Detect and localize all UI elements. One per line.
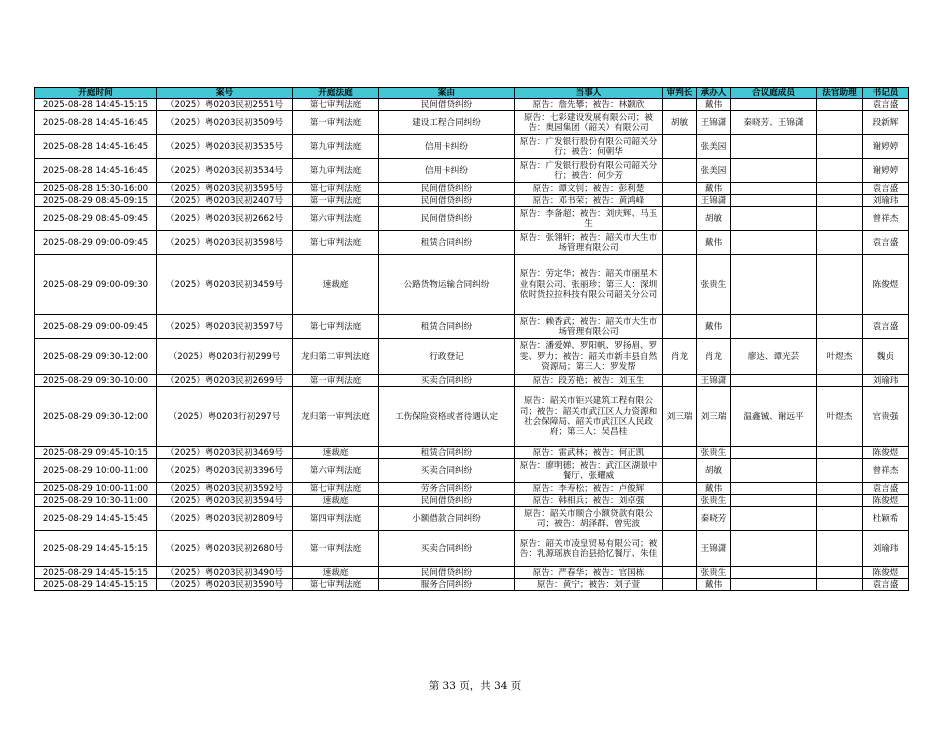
header-row — [35, 88, 909, 99]
cell-time: 2025-08-28 14:45-15:15 — [35, 99, 157, 111]
table-row — [35, 567, 909, 579]
header-cause: 案由 — [379, 88, 515, 99]
cell-clerk: 袁言盛 — [863, 231, 909, 255]
cell-clerk: 谢婷婷 — [863, 159, 909, 183]
table-row — [35, 375, 909, 387]
cell-time: 2025-08-28 14:45-16:45 — [35, 135, 157, 159]
table-row — [35, 579, 909, 591]
cell-case-no: （2025）粤0203民初3597号 — [157, 315, 293, 339]
cell-judge-assistant: 叶煜杰 — [817, 339, 863, 375]
cell-chief-judge — [663, 159, 697, 183]
table-row — [35, 111, 909, 135]
cell-clerk: 官贵强 — [863, 387, 909, 447]
cell-chief-judge — [663, 483, 697, 495]
cell-cause: 服务合同纠纷 — [379, 579, 515, 591]
cell-case-no: （2025）粤0203民初3396号 — [157, 459, 293, 483]
cell-panel — [731, 207, 817, 231]
cell-handler: 张美园 — [697, 135, 731, 159]
cell-handler: 张贵生 — [697, 567, 731, 579]
header-parties: 当事人 — [515, 88, 663, 99]
cell-time: 2025-08-29 09:30-12:00 — [35, 387, 157, 447]
cell-court: 龙归第二审判法庭 — [293, 339, 379, 375]
cell-time: 2025-08-29 10:30-11:00 — [35, 495, 157, 507]
cell-clerk: 陈俊煜 — [863, 495, 909, 507]
cell-panel — [731, 495, 817, 507]
cell-panel: 温鑫铖、谢远平 — [731, 387, 817, 447]
cell-case-no: （2025）粤0203民初3534号 — [157, 159, 293, 183]
cell-case-no: （2025）粤0203行初299号 — [157, 339, 293, 375]
table-row — [35, 495, 909, 507]
table-row — [35, 507, 909, 531]
cell-judge-assistant — [817, 447, 863, 459]
cell-judge-assistant — [817, 159, 863, 183]
cell-court: 速裁庭 — [293, 255, 379, 315]
cell-judge-assistant: 叶煜杰 — [817, 387, 863, 447]
cell-chief-judge — [663, 531, 697, 567]
cell-case-no: （2025）粤0203民初3535号 — [157, 135, 293, 159]
table-row — [35, 531, 909, 567]
cell-cause: 工伤保险资格或者待遇认定 — [379, 387, 515, 447]
cell-clerk: 段新辉 — [863, 111, 909, 135]
cell-parties: 原告：廖明德；被告：武江区湖景中餐厅、张耀威 — [515, 459, 663, 483]
header-case-no: 案号 — [157, 88, 293, 99]
cell-cause: 信用卡纠纷 — [379, 159, 515, 183]
cell-court: 第一审判法庭 — [293, 375, 379, 387]
cell-judge-assistant — [817, 255, 863, 315]
cell-case-no: （2025）粤0203民初3459号 — [157, 255, 293, 315]
cell-judge-assistant — [817, 507, 863, 531]
cell-cause: 信用卡纠纷 — [379, 135, 515, 159]
cell-case-no: （2025）粤0203民初3469号 — [157, 447, 293, 459]
cell-handler: 肖龙 — [697, 339, 731, 375]
cell-time: 2025-08-29 14:45-15:45 — [35, 507, 157, 531]
table-row — [35, 315, 909, 339]
cell-handler: 王锦潇 — [697, 531, 731, 567]
table-row — [35, 459, 909, 483]
cell-court: 第六审判法庭 — [293, 207, 379, 231]
table-row — [35, 159, 909, 183]
cell-handler: 刘三瑞 — [697, 387, 731, 447]
cell-panel: 廖达、谭光芸 — [731, 339, 817, 375]
cell-panel — [731, 447, 817, 459]
cell-chief-judge: 刘三瑞 — [663, 387, 697, 447]
cell-judge-assistant — [817, 567, 863, 579]
cell-parties: 原告：谭文钊；被告：彭利楚 — [515, 183, 663, 195]
cell-cause: 租赁合同纠纷 — [379, 315, 515, 339]
cell-panel — [731, 375, 817, 387]
cell-cause: 公路货物运输合同纠纷 — [379, 255, 515, 315]
cell-time: 2025-08-29 09:00-09:30 — [35, 255, 157, 315]
cell-panel — [731, 579, 817, 591]
cell-panel — [731, 183, 817, 195]
cell-parties: 原告：邓书荣；被告：黄鸿峰 — [515, 195, 663, 207]
cell-panel — [731, 99, 817, 111]
cell-case-no: （2025）粤0203民初2551号 — [157, 99, 293, 111]
cell-panel — [731, 135, 817, 159]
cell-time: 2025-08-29 09:00-09:45 — [35, 231, 157, 255]
cell-parties: 原告：雷武林；被告：何正凯 — [515, 447, 663, 459]
cell-chief-judge — [663, 495, 697, 507]
cell-panel — [731, 483, 817, 495]
cell-handler: 戴伟 — [697, 99, 731, 111]
cell-case-no: （2025）粤0203民初3490号 — [157, 567, 293, 579]
cell-clerk: 刘瑜玮 — [863, 375, 909, 387]
cell-cause: 买卖合同纠纷 — [379, 531, 515, 567]
cell-parties: 原告：韩相兵；被告：刘卓强 — [515, 495, 663, 507]
cell-chief-judge — [663, 567, 697, 579]
cell-parties: 原告：赖香武；被告：韶关市大生市场管理有限公司 — [515, 315, 663, 339]
cell-case-no: （2025）粤0203民初3598号 — [157, 231, 293, 255]
cell-handler: 王锦潇 — [697, 195, 731, 207]
cell-court: 第七审判法庭 — [293, 231, 379, 255]
cell-judge-assistant — [817, 579, 863, 591]
cell-court: 第九审判法庭 — [293, 135, 379, 159]
cell-panel — [731, 567, 817, 579]
cell-chief-judge — [663, 579, 697, 591]
cell-chief-judge — [663, 99, 697, 111]
cell-clerk: 曾祥杰 — [863, 459, 909, 483]
cell-case-no: （2025）粤0203民初2680号 — [157, 531, 293, 567]
cell-clerk: 刘瑜玮 — [863, 531, 909, 567]
table-body — [35, 99, 909, 591]
cell-chief-judge — [663, 135, 697, 159]
cell-case-no: （2025）粤0203行初297号 — [157, 387, 293, 447]
cell-case-no: （2025）粤0203民初2407号 — [157, 195, 293, 207]
cell-case-no: （2025）粤0203民初2699号 — [157, 375, 293, 387]
cell-court: 速裁庭 — [293, 447, 379, 459]
table-row — [35, 195, 909, 207]
cell-cause: 民间借贷纠纷 — [379, 183, 515, 195]
cell-clerk: 陈俊煜 — [863, 255, 909, 315]
cell-time: 2025-08-29 08:45-09:15 — [35, 195, 157, 207]
cell-cause: 买卖合同纠纷 — [379, 375, 515, 387]
cell-cause: 小额借款合同纠纷 — [379, 507, 515, 531]
cell-handler: 戴伟 — [697, 579, 731, 591]
cell-time: 2025-08-29 14:45-15:15 — [35, 579, 157, 591]
table-row — [35, 387, 909, 447]
table-row — [35, 447, 909, 459]
cell-court: 速裁庭 — [293, 567, 379, 579]
cell-judge-assistant — [817, 315, 863, 339]
cell-cause: 民间借贷纠纷 — [379, 207, 515, 231]
cell-court: 第一审判法庭 — [293, 531, 379, 567]
table-row — [35, 483, 909, 495]
cell-chief-judge — [663, 315, 697, 339]
header-panel: 合议庭成员 — [731, 88, 817, 99]
cell-time: 2025-08-28 15:30-16:00 — [35, 183, 157, 195]
cell-panel — [731, 531, 817, 567]
cell-court: 第七审判法庭 — [293, 315, 379, 339]
cell-clerk: 袁言盛 — [863, 315, 909, 339]
cell-handler: 戴伟 — [697, 231, 731, 255]
cell-handler: 戴伟 — [697, 315, 731, 339]
cell-handler: 王锦潇 — [697, 111, 731, 135]
cell-case-no: （2025）粤0203民初3594号 — [157, 495, 293, 507]
cell-parties: 原告：张翎轩；被告：韶关市大生市场管理有限公司 — [515, 231, 663, 255]
cell-clerk: 杜颖希 — [863, 507, 909, 531]
cell-clerk: 袁言盛 — [863, 99, 909, 111]
cell-judge-assistant — [817, 459, 863, 483]
cell-time: 2025-08-29 10:00-11:00 — [35, 483, 157, 495]
cell-chief-judge — [663, 195, 697, 207]
cell-panel — [731, 255, 817, 315]
cell-panel — [731, 159, 817, 183]
cell-case-no: （2025）粤0203民初3509号 — [157, 111, 293, 135]
cell-judge-assistant — [817, 375, 863, 387]
header-court: 开庭法庭 — [293, 88, 379, 99]
table-row — [35, 339, 909, 375]
cell-court: 第七审判法庭 — [293, 99, 379, 111]
cell-panel: 秦晓芳、王锦潇 — [731, 111, 817, 135]
cell-time: 2025-08-29 14:45-15:15 — [35, 567, 157, 579]
table-row — [35, 135, 909, 159]
cell-judge-assistant — [817, 195, 863, 207]
cell-parties: 原告：七彩建设发展有限公司；被告：奥园集团（韶关）有限公司 — [515, 111, 663, 135]
cell-cause: 民间借贷纠纷 — [379, 99, 515, 111]
cell-cause: 行政登记 — [379, 339, 515, 375]
cell-chief-judge — [663, 183, 697, 195]
cell-case-no: （2025）粤0203民初2809号 — [157, 507, 293, 531]
cell-panel — [731, 195, 817, 207]
cell-time: 2025-08-29 14:45-15:15 — [35, 531, 157, 567]
cell-time: 2025-08-29 09:45-10:15 — [35, 447, 157, 459]
cell-cause: 建设工程合同纠纷 — [379, 111, 515, 135]
cell-chief-judge — [663, 231, 697, 255]
cell-chief-judge — [663, 507, 697, 531]
cell-court: 第四审判法庭 — [293, 507, 379, 531]
hearing-schedule-table — [34, 87, 909, 591]
cell-handler: 戴伟 — [697, 183, 731, 195]
cell-parties: 原告：李备超；被告：刘庆辉、马玉生 — [515, 207, 663, 231]
cell-handler: 秦晓芳 — [697, 507, 731, 531]
cell-court: 第一审判法庭 — [293, 195, 379, 207]
cell-clerk: 刘瑜玮 — [863, 195, 909, 207]
header-handler: 承办人 — [697, 88, 731, 99]
cell-cause: 劳务合同纠纷 — [379, 483, 515, 495]
cell-parties: 原告：詹先攀；被告：林颢欣 — [515, 99, 663, 111]
cell-chief-judge — [663, 459, 697, 483]
cell-parties: 原告：劳定华；被告：韶关市丽星木业有限公司、张丽珍；第三人：深圳依时货拉拉科技有限公司韶关分公司 — [515, 255, 663, 315]
cell-chief-judge — [663, 375, 697, 387]
cell-parties: 原告：韶关市钜兴建筑工程有限公司；被告：韶关市武江区人力资源和社会保障局、韶关市武江区人民政府；第三人：吴昌桂 — [515, 387, 663, 447]
cell-case-no: （2025）粤0203民初3595号 — [157, 183, 293, 195]
cell-time: 2025-08-28 14:45-16:45 — [35, 111, 157, 135]
cell-court: 第七审判法庭 — [293, 183, 379, 195]
cell-time: 2025-08-29 09:30-12:00 — [35, 339, 157, 375]
cell-handler: 张美园 — [697, 159, 731, 183]
cell-panel — [731, 459, 817, 483]
table-row — [35, 255, 909, 315]
cell-judge-assistant — [817, 183, 863, 195]
header-clerk: 书记员 — [863, 88, 909, 99]
cell-parties: 原告：韶关市凌皇贸易有限公司；被告：乳源瑶族自治县拾忆餐厅、朱佳 — [515, 531, 663, 567]
header-judge-assistant: 法官助理 — [817, 88, 863, 99]
cell-parties: 原告：韶关市顺合小额贷款有限公司；被告：胡泽群、曾宪波 — [515, 507, 663, 531]
cell-handler: 张贵生 — [697, 447, 731, 459]
cell-judge-assistant — [817, 231, 863, 255]
cell-handler: 张贵生 — [697, 495, 731, 507]
cell-cause: 民间借贷纠纷 — [379, 567, 515, 579]
cell-cause: 租赁合同纠纷 — [379, 447, 515, 459]
cell-court: 第七审判法庭 — [293, 483, 379, 495]
cell-time: 2025-08-29 08:45-09:45 — [35, 207, 157, 231]
cell-clerk: 谢婷婷 — [863, 135, 909, 159]
cell-cause: 民间借贷纠纷 — [379, 495, 515, 507]
cell-panel — [731, 315, 817, 339]
cell-court: 龙归第一审判法庭 — [293, 387, 379, 447]
cell-court: 第一审判法庭 — [293, 111, 379, 135]
cell-clerk: 袁言盛 — [863, 579, 909, 591]
cell-parties: 原告：黄宁；被告：刘子萱 — [515, 579, 663, 591]
cell-case-no: （2025）粤0203民初2662号 — [157, 207, 293, 231]
cell-chief-judge — [663, 447, 697, 459]
cell-case-no: （2025）粤0203民初3590号 — [157, 579, 293, 591]
cell-clerk: 魏贞 — [863, 339, 909, 375]
cell-cause: 买卖合同纠纷 — [379, 459, 515, 483]
cell-clerk: 袁言盛 — [863, 183, 909, 195]
cell-handler: 王锦潇 — [697, 375, 731, 387]
cell-parties: 原告：广发银行股份有限公司韶关分行；被告：何少芳 — [515, 159, 663, 183]
cell-court: 第六审判法庭 — [293, 459, 379, 483]
cell-judge-assistant — [817, 207, 863, 231]
cell-chief-judge: 肖龙 — [663, 339, 697, 375]
cell-parties: 原告：广发银行股份有限公司韶关分行；被告：何朝华 — [515, 135, 663, 159]
table-row — [35, 183, 909, 195]
cell-time: 2025-08-29 10:00-11:00 — [35, 459, 157, 483]
cell-judge-assistant — [817, 495, 863, 507]
cell-parties: 原告：严春华；被告：官国栋 — [515, 567, 663, 579]
cell-judge-assistant — [817, 531, 863, 567]
cell-judge-assistant — [817, 483, 863, 495]
cell-handler: 胡敏 — [697, 459, 731, 483]
cell-chief-judge — [663, 207, 697, 231]
cell-chief-judge — [663, 255, 697, 315]
cell-cause: 租赁合同纠纷 — [379, 231, 515, 255]
table-row — [35, 231, 909, 255]
cell-judge-assistant — [817, 99, 863, 111]
cell-time: 2025-08-29 09:30-10:00 — [35, 375, 157, 387]
cell-clerk: 陈俊煜 — [863, 567, 909, 579]
page-footer: 第 33 页，共 34 页 — [428, 680, 522, 692]
header-time: 开庭时间 — [35, 88, 157, 99]
cell-time: 2025-08-29 09:00-09:45 — [35, 315, 157, 339]
cell-case-no: （2025）粤0203民初3592号 — [157, 483, 293, 495]
cell-time: 2025-08-28 14:45-16:45 — [35, 159, 157, 183]
cell-panel — [731, 507, 817, 531]
cell-judge-assistant — [817, 111, 863, 135]
cell-handler: 胡敏 — [697, 207, 731, 231]
cell-clerk: 陈俊煜 — [863, 447, 909, 459]
cell-handler: 张贵生 — [697, 255, 731, 315]
cell-parties: 原告：李寿松；被告：卢俊辉 — [515, 483, 663, 495]
cell-chief-judge: 胡敏 — [663, 111, 697, 135]
table-row — [35, 207, 909, 231]
cell-court: 第九审判法庭 — [293, 159, 379, 183]
cell-cause: 民间借贷纠纷 — [379, 195, 515, 207]
header-chief-judge: 审判长 — [663, 88, 697, 99]
cell-clerk: 袁言盛 — [863, 483, 909, 495]
cell-panel — [731, 231, 817, 255]
cell-court: 第七审判法庭 — [293, 579, 379, 591]
cell-court: 速裁庭 — [293, 495, 379, 507]
table-row — [35, 99, 909, 111]
cell-parties: 原告：段芳艳；被告：刘玉生 — [515, 375, 663, 387]
cell-judge-assistant — [817, 135, 863, 159]
cell-clerk: 曾祥杰 — [863, 207, 909, 231]
cell-parties: 原告：潘爱婵、罗阳帆、罗扬眉、罗雯、罗力；被告：韶关市新丰县自然资源局；第三人：罗发帮 — [515, 339, 663, 375]
cell-handler: 戴伟 — [697, 483, 731, 495]
